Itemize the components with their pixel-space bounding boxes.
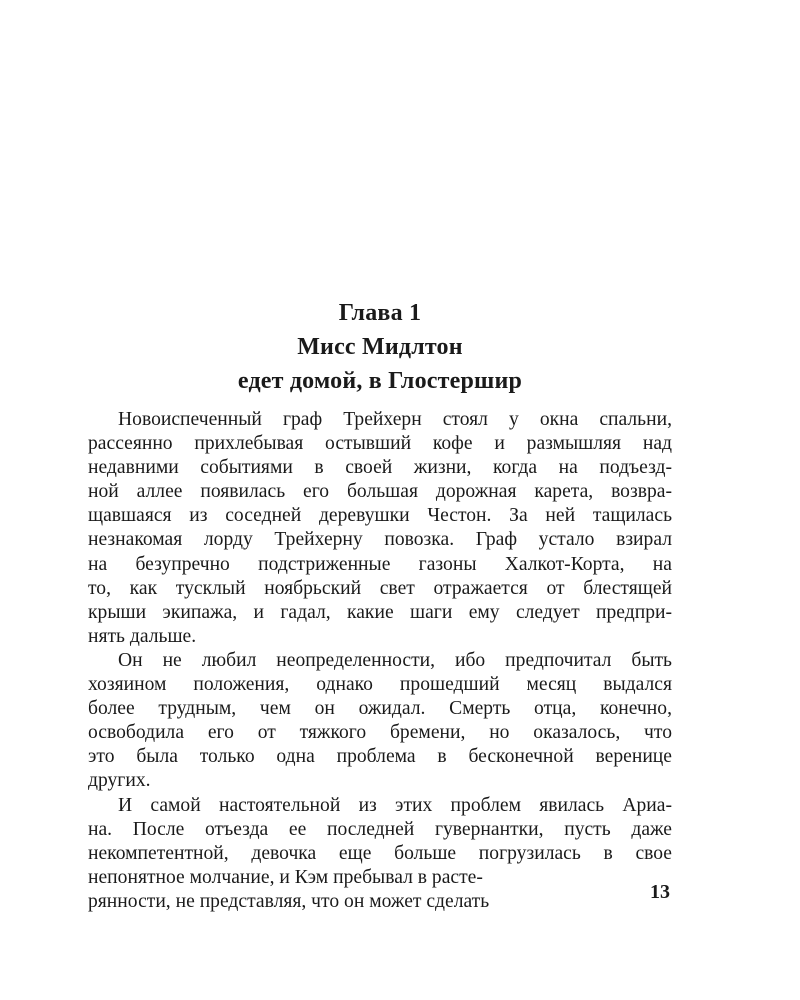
text-line: более трудным, чем он ожидал. Смерть отца, конечно, (88, 698, 672, 720)
chapter-heading (88, 296, 672, 398)
text-line: щавшаяся из соседней деревушки Честон. За ней тащилась (88, 505, 672, 527)
text-line: это была только одна проблема в бесконечной веренице (88, 746, 672, 768)
text-line: И самой настоятельной из этих проблем явилась Ариа- (118, 794, 672, 816)
chapter-title-line-2: едет домой, в Глостершир (237, 368, 523, 394)
text-line: освободила его от тяжкого бремени, но оказалось, что (88, 722, 672, 744)
text-line: некомпетентной, девочка еще больше погрузилась в свое (88, 842, 672, 864)
text-line: нять дальше. (88, 625, 197, 647)
text-line: недавними событиями в своей жизни, когда на подъезд- (88, 457, 672, 479)
text-line: то, как тусклый ноябрьский свет отражается от блестящей (88, 577, 672, 599)
chapter-body-text (88, 408, 672, 914)
text-line: рассеянно прихлебывая остывший кофе и размышляя над (88, 433, 672, 455)
page-number: 13 (650, 881, 670, 903)
text-line: крыши экипажа, и гадал, какие шаги ему следует предпри- (88, 601, 672, 623)
chapter-title-line-1: Мисс Мидлтон (297, 334, 463, 360)
text-line: незнакомая лорду Трейхерну повозка. Граф устало взирал (88, 529, 672, 551)
text-line: других. (88, 770, 151, 792)
text-line: непонятное молчание, и Кэм пребывал в расте- (88, 866, 483, 888)
text-line: рянности, не представляя, что он может сделать (88, 890, 490, 912)
chapter-number: Глава 1 (338, 300, 422, 326)
text-line: Новоиспеченный граф Трейхерн стоял у окна спальни, (118, 409, 672, 430)
text-line: хозяином положения, однако прошедший месяц выдался (88, 674, 672, 696)
text-line: ной аллее появилась его большая дорожная карета, возвра- (88, 481, 672, 503)
text-line: Он не любил неопределенности, ибо предпочитал быть (118, 649, 672, 671)
text-line: на безупречно подстриженные газоны Халкот-Корта, на (88, 553, 672, 575)
text-line: на. После отъезда ее последней гувернантки, пусть даже (88, 818, 672, 840)
